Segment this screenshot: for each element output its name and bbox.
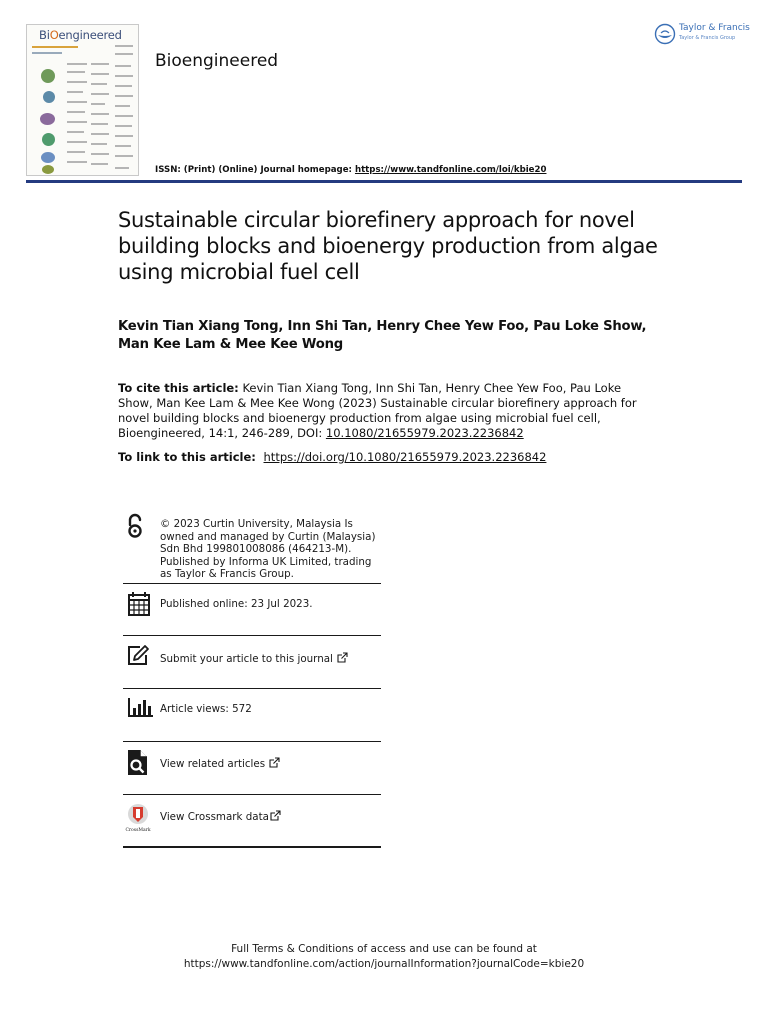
cover-decoration	[32, 52, 62, 54]
cover-text-line	[67, 121, 87, 123]
article-authors: Kevin Tian Xiang Tong, Inn Shi Tan, Henry Chee Yew Foo, Pau Loke Show, Man Kee Lam & Mee Kee Wong	[118, 319, 647, 352]
article-views: Article views: 572	[160, 703, 252, 715]
cover-text-line	[115, 167, 129, 169]
cover-text-line	[91, 123, 108, 125]
cover-text-line	[91, 103, 105, 105]
article-link-line	[118, 450, 546, 465]
cover-text-line	[91, 163, 108, 165]
related-articles-link[interactable]: View related articles	[160, 757, 280, 772]
journal-cover-thumbnail	[26, 24, 139, 176]
crossmark-row[interactable]	[123, 803, 381, 849]
journal-name: Bioengineered	[155, 51, 279, 71]
publisher-logo-icon	[654, 23, 676, 45]
cover-decoration	[32, 46, 78, 48]
cover-illustration	[43, 91, 55, 103]
cover-text-line	[115, 65, 131, 67]
divider	[123, 688, 381, 689]
cover-text-line	[91, 63, 109, 65]
svg-text:CrossMark: CrossMark	[125, 828, 151, 833]
cover-text-line	[91, 113, 109, 115]
journal-homepage-link[interactable]: https://www.tandfonline.com/loi/kbie20	[354, 165, 547, 175]
calendar-icon	[123, 590, 153, 620]
crossmark-icon	[123, 803, 153, 833]
divider	[123, 741, 381, 742]
divider	[123, 846, 381, 848]
citation-label: To cite this article:	[118, 381, 239, 395]
divider	[123, 794, 381, 795]
submit-article-link[interactable]: Submit your article to this journal	[160, 652, 348, 667]
submit-article-row[interactable]	[123, 643, 381, 689]
document-search-icon	[123, 749, 153, 779]
crossmark-link[interactable]: View Crossmark data	[160, 810, 281, 825]
cover-text-line	[67, 131, 84, 133]
cover-text-line	[67, 151, 85, 153]
article-views-row	[123, 696, 381, 742]
cover-text-line	[115, 105, 130, 107]
open-access-icon	[123, 512, 153, 542]
open-access-row	[123, 512, 381, 584]
header-rule	[26, 180, 742, 183]
cover-text-line	[67, 141, 87, 143]
cover-text-line	[67, 63, 87, 65]
cover-text-line	[91, 93, 109, 95]
cover-illustration	[41, 152, 55, 163]
cover-text-line	[91, 83, 107, 85]
terms-url[interactable]: https://www.tandfonline.com/action/journalInformation?journalCode=kbie20	[183, 958, 585, 970]
citation-text: Kevin Tian Xiang Tong, Inn Shi Tan, Henry Chee Yew Foo, Pau Loke Show, Man Kee Lam & Mee Kee Wong (2023) Sustainable circular biorefinery approach for novel building blocks and bioenergy production from algae using microbial fuel cell, Bioengineered, 14:1, 246-289, DOI:	[118, 381, 637, 440]
citation	[118, 381, 658, 441]
cover-text-line	[91, 133, 109, 135]
cover-text-line	[115, 135, 133, 137]
cover-text-line	[91, 143, 107, 145]
cover-text-line	[115, 125, 132, 127]
article-doi-link[interactable]: https://doi.org/10.1080/21655979.2023.2236842	[263, 450, 547, 464]
external-link-icon	[270, 810, 281, 825]
cover-text-line	[67, 101, 87, 103]
issn-line: ISSN: (Print) (Online) Journal homepage: https://www.tandfonline.com/loi/kbie20	[155, 165, 547, 175]
bar-chart-icon	[123, 696, 153, 726]
citation-doi-link[interactable]: 10.1080/21655979.2023.2236842	[325, 426, 524, 440]
cover-text-line	[67, 71, 85, 73]
cover-text-line	[115, 85, 132, 87]
divider	[123, 583, 381, 584]
cover-text-line	[67, 111, 85, 113]
related-articles-row[interactable]	[123, 749, 381, 795]
cover-text-line	[115, 75, 133, 77]
terms-footer	[0, 942, 768, 972]
cover-illustration	[41, 69, 55, 83]
published-date: Published online: 23 Jul 2023.	[160, 598, 313, 610]
terms-text: Full Terms & Conditions of access and use can be found at	[231, 943, 537, 955]
article-title: Sustainable circular biorefinery approach for novel building blocks and bioenergy production from algae using microbial fuel cell	[118, 208, 658, 284]
cover-text-line	[115, 45, 133, 47]
publisher-logo[interactable]	[654, 21, 750, 47]
cover-illustration	[40, 113, 55, 125]
open-access-text: © 2023 Curtin University, Malaysia Is owned and managed by Curtin (Malaysia) Sdn Bhd 199801008086 (464213-M). Published by Informa UK Limited, trading as Taylor & Francis Group.	[160, 518, 376, 580]
cover-title: BiOengineered	[39, 28, 122, 42]
publisher-group: Taylor & Francis Group	[679, 35, 736, 41]
divider	[123, 635, 381, 636]
cover-text-line	[91, 73, 109, 75]
cover-text-line	[115, 115, 133, 117]
edit-icon	[123, 643, 153, 673]
article-link-label: To link to this article:	[118, 450, 256, 464]
cover-text-line	[115, 53, 133, 55]
external-link-icon	[337, 652, 348, 667]
published-row	[123, 590, 381, 636]
cover-text-line	[67, 81, 87, 83]
publisher-name: Taylor & Francis	[679, 23, 750, 33]
external-link-icon	[269, 757, 280, 772]
cover-text-line	[115, 95, 133, 97]
cover-illustration	[42, 165, 54, 174]
cover-illustration	[42, 133, 55, 146]
cover-text-line	[91, 153, 109, 155]
cover-text-line	[115, 155, 133, 157]
cover-text-line	[67, 161, 87, 163]
cover-text-line	[115, 145, 131, 147]
cover-text-line	[67, 91, 83, 93]
